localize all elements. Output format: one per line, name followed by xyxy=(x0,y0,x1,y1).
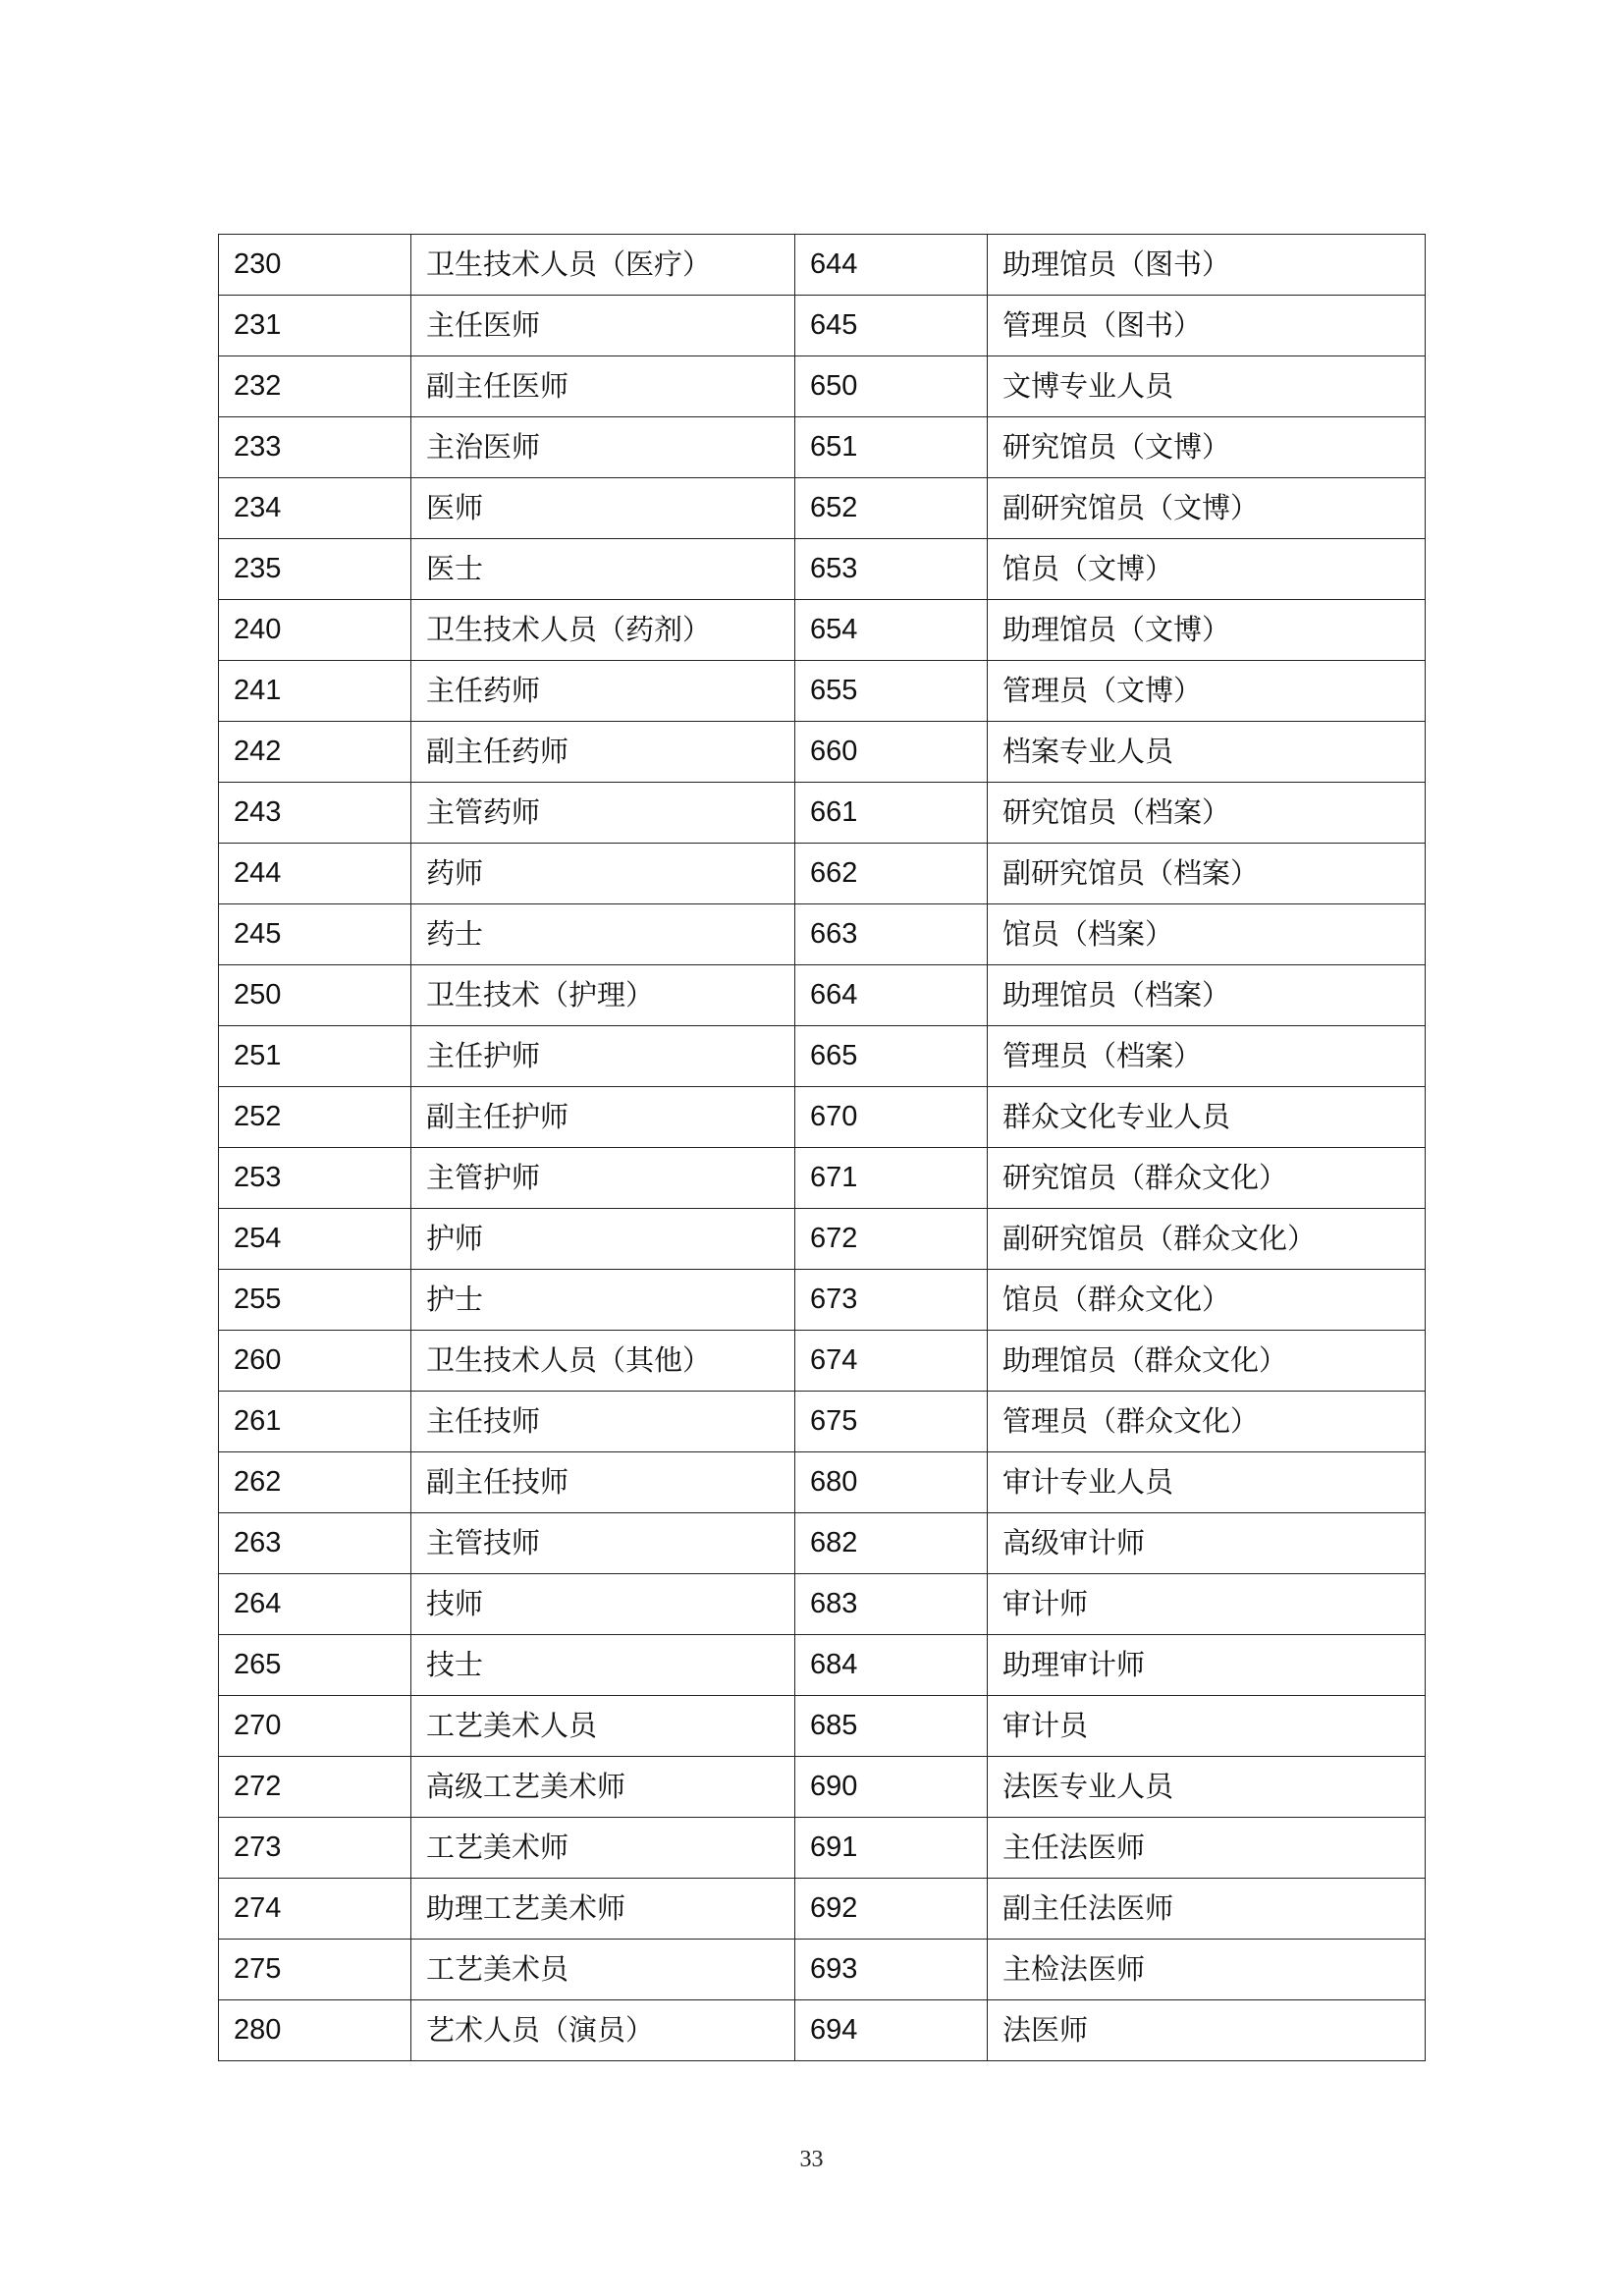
code-cell-right: 660 xyxy=(795,722,988,783)
title-cell-right: 文博专业人员 xyxy=(988,356,1426,417)
title-cell-left: 工艺美术师 xyxy=(411,1818,795,1879)
code-cell-left: 280 xyxy=(219,2000,411,2061)
title-cell-right: 研究馆员（群众文化） xyxy=(988,1148,1426,1209)
title-cell-right: 法医专业人员 xyxy=(988,1757,1426,1818)
title-cell-left: 主任医师 xyxy=(411,296,795,356)
code-cell-left: 244 xyxy=(219,844,411,904)
table-row xyxy=(219,1270,1426,1331)
code-cell-left: 263 xyxy=(219,1513,411,1574)
title-cell-right: 助理馆员（档案） xyxy=(988,965,1426,1026)
table-row xyxy=(219,539,1426,600)
title-cell-left: 卫生技术（护理） xyxy=(411,965,795,1026)
title-cell-right: 副主任法医师 xyxy=(988,1879,1426,1940)
code-cell-left: 270 xyxy=(219,1696,411,1757)
table-row xyxy=(219,1574,1426,1635)
code-cell-left: 243 xyxy=(219,783,411,844)
title-cell-right: 助理馆员（群众文化） xyxy=(988,1331,1426,1392)
title-cell-right: 管理员（档案） xyxy=(988,1026,1426,1087)
title-cell-right: 副研究馆员（文博） xyxy=(988,478,1426,539)
title-cell-right: 助理馆员（图书） xyxy=(988,235,1426,296)
table-row xyxy=(219,1513,1426,1574)
title-cell-left: 医师 xyxy=(411,478,795,539)
title-cell-right: 法医师 xyxy=(988,2000,1426,2061)
title-cell-left: 副主任药师 xyxy=(411,722,795,783)
code-cell-right: 644 xyxy=(795,235,988,296)
title-cell-right: 高级审计师 xyxy=(988,1513,1426,1574)
title-cell-left: 高级工艺美术师 xyxy=(411,1757,795,1818)
table-row xyxy=(219,235,1426,296)
title-cell-right: 审计员 xyxy=(988,1696,1426,1757)
code-cell-left: 260 xyxy=(219,1331,411,1392)
title-cell-left: 主管护师 xyxy=(411,1148,795,1209)
table-row xyxy=(219,2000,1426,2061)
title-cell-left: 药师 xyxy=(411,844,795,904)
code-cell-left: 255 xyxy=(219,1270,411,1331)
title-cell-left: 主管药师 xyxy=(411,783,795,844)
code-cell-left: 274 xyxy=(219,1879,411,1940)
title-cell-left: 主任技师 xyxy=(411,1392,795,1452)
title-cell-right: 群众文化专业人员 xyxy=(988,1087,1426,1148)
title-cell-left: 护师 xyxy=(411,1209,795,1270)
title-cell-left: 副主任护师 xyxy=(411,1087,795,1148)
code-cell-left: 252 xyxy=(219,1087,411,1148)
code-cell-left: 254 xyxy=(219,1209,411,1270)
title-cell-right: 管理员（文博） xyxy=(988,661,1426,722)
title-cell-left: 工艺美术员 xyxy=(411,1940,795,2000)
code-cell-right: 673 xyxy=(795,1270,988,1331)
title-cell-right: 管理员（群众文化） xyxy=(988,1392,1426,1452)
title-cell-left: 副主任医师 xyxy=(411,356,795,417)
table-row xyxy=(219,844,1426,904)
title-cell-left: 卫生技术人员（药剂） xyxy=(411,600,795,661)
table-row xyxy=(219,1757,1426,1818)
code-cell-left: 230 xyxy=(219,235,411,296)
title-cell-left: 工艺美术人员 xyxy=(411,1696,795,1757)
code-cell-left: 235 xyxy=(219,539,411,600)
table-row xyxy=(219,1818,1426,1879)
title-cell-left: 技士 xyxy=(411,1635,795,1696)
table-row xyxy=(219,296,1426,356)
table-row xyxy=(219,965,1426,1026)
code-cell-right: 661 xyxy=(795,783,988,844)
title-cell-right: 副研究馆员（档案） xyxy=(988,844,1426,904)
code-cell-right: 655 xyxy=(795,661,988,722)
table-row xyxy=(219,356,1426,417)
title-cell-right: 审计师 xyxy=(988,1574,1426,1635)
title-cell-left: 副主任技师 xyxy=(411,1452,795,1513)
code-cell-left: 272 xyxy=(219,1757,411,1818)
code-cell-right: 670 xyxy=(795,1087,988,1148)
table-row xyxy=(219,478,1426,539)
table-row xyxy=(219,1696,1426,1757)
code-cell-right: 684 xyxy=(795,1635,988,1696)
code-cell-right: 685 xyxy=(795,1696,988,1757)
code-cell-right: 675 xyxy=(795,1392,988,1452)
code-cell-right: 690 xyxy=(795,1757,988,1818)
page-number: 33 xyxy=(799,2147,824,2172)
title-cell-left: 卫生技术人员（其他） xyxy=(411,1331,795,1392)
code-cell-right: 693 xyxy=(795,1940,988,2000)
title-cell-right: 研究馆员（档案） xyxy=(988,783,1426,844)
table-row xyxy=(219,1940,1426,2000)
title-cell-left: 主管技师 xyxy=(411,1513,795,1574)
code-cell-right: 652 xyxy=(795,478,988,539)
title-cell-right: 馆员（群众文化） xyxy=(988,1270,1426,1331)
table-row xyxy=(219,1635,1426,1696)
code-cell-right: 691 xyxy=(795,1818,988,1879)
title-cell-left: 药士 xyxy=(411,904,795,965)
title-cell-right: 馆员（文博） xyxy=(988,539,1426,600)
code-cell-left: 251 xyxy=(219,1026,411,1087)
code-cell-right: 671 xyxy=(795,1148,988,1209)
code-cell-right: 694 xyxy=(795,2000,988,2061)
code-cell-left: 231 xyxy=(219,296,411,356)
table-row xyxy=(219,600,1426,661)
code-cell-right: 663 xyxy=(795,904,988,965)
code-cell-right: 653 xyxy=(795,539,988,600)
table-row xyxy=(219,1392,1426,1452)
table-row xyxy=(219,1452,1426,1513)
table-row xyxy=(219,1148,1426,1209)
code-cell-left: 253 xyxy=(219,1148,411,1209)
code-cell-left: 242 xyxy=(219,722,411,783)
table-body xyxy=(219,235,1426,2061)
table-row xyxy=(219,1879,1426,1940)
title-cell-right: 馆员（档案） xyxy=(988,904,1426,965)
table-row xyxy=(219,722,1426,783)
table-row xyxy=(219,1087,1426,1148)
table-row xyxy=(219,1331,1426,1392)
code-cell-right: 665 xyxy=(795,1026,988,1087)
title-cell-right: 研究馆员（文博） xyxy=(988,417,1426,478)
title-cell-right: 审计专业人员 xyxy=(988,1452,1426,1513)
code-cell-left: 275 xyxy=(219,1940,411,2000)
title-cell-right: 助理审计师 xyxy=(988,1635,1426,1696)
title-cell-left: 卫生技术人员（医疗） xyxy=(411,235,795,296)
code-cell-left: 240 xyxy=(219,600,411,661)
code-cell-right: 674 xyxy=(795,1331,988,1392)
title-cell-right: 管理员（图书） xyxy=(988,296,1426,356)
title-cell-left: 主治医师 xyxy=(411,417,795,478)
code-cell-left: 241 xyxy=(219,661,411,722)
title-cell-right: 助理馆员（文博） xyxy=(988,600,1426,661)
title-cell-left: 艺术人员（演员） xyxy=(411,2000,795,2061)
code-cell-right: 672 xyxy=(795,1209,988,1270)
code-cell-left: 273 xyxy=(219,1818,411,1879)
code-cell-right: 654 xyxy=(795,600,988,661)
job-title-code-table xyxy=(218,234,1426,2061)
title-cell-right: 档案专业人员 xyxy=(988,722,1426,783)
code-cell-left: 264 xyxy=(219,1574,411,1635)
title-cell-right: 副研究馆员（群众文化） xyxy=(988,1209,1426,1270)
code-cell-right: 664 xyxy=(795,965,988,1026)
code-cell-right: 662 xyxy=(795,844,988,904)
code-cell-left: 232 xyxy=(219,356,411,417)
code-cell-left: 265 xyxy=(219,1635,411,1696)
code-cell-left: 234 xyxy=(219,478,411,539)
code-cell-left: 233 xyxy=(219,417,411,478)
code-cell-right: 683 xyxy=(795,1574,988,1635)
title-cell-left: 助理工艺美术师 xyxy=(411,1879,795,1940)
code-cell-right: 651 xyxy=(795,417,988,478)
code-cell-left: 245 xyxy=(219,904,411,965)
code-cell-right: 680 xyxy=(795,1452,988,1513)
code-cell-right: 650 xyxy=(795,356,988,417)
title-cell-right: 主任法医师 xyxy=(988,1818,1426,1879)
table-row xyxy=(219,661,1426,722)
code-cell-right: 692 xyxy=(795,1879,988,1940)
title-cell-left: 主任护师 xyxy=(411,1026,795,1087)
code-cell-left: 250 xyxy=(219,965,411,1026)
title-cell-left: 技师 xyxy=(411,1574,795,1635)
title-cell-left: 护士 xyxy=(411,1270,795,1331)
code-cell-left: 262 xyxy=(219,1452,411,1513)
title-cell-left: 医士 xyxy=(411,539,795,600)
title-cell-right: 主检法医师 xyxy=(988,1940,1426,2000)
table-row xyxy=(219,783,1426,844)
code-cell-right: 645 xyxy=(795,296,988,356)
code-cell-left: 261 xyxy=(219,1392,411,1452)
table-row xyxy=(219,1026,1426,1087)
table-row xyxy=(219,904,1426,965)
table-row xyxy=(219,1209,1426,1270)
code-cell-right: 682 xyxy=(795,1513,988,1574)
title-cell-left: 主任药师 xyxy=(411,661,795,722)
table-row xyxy=(219,417,1426,478)
